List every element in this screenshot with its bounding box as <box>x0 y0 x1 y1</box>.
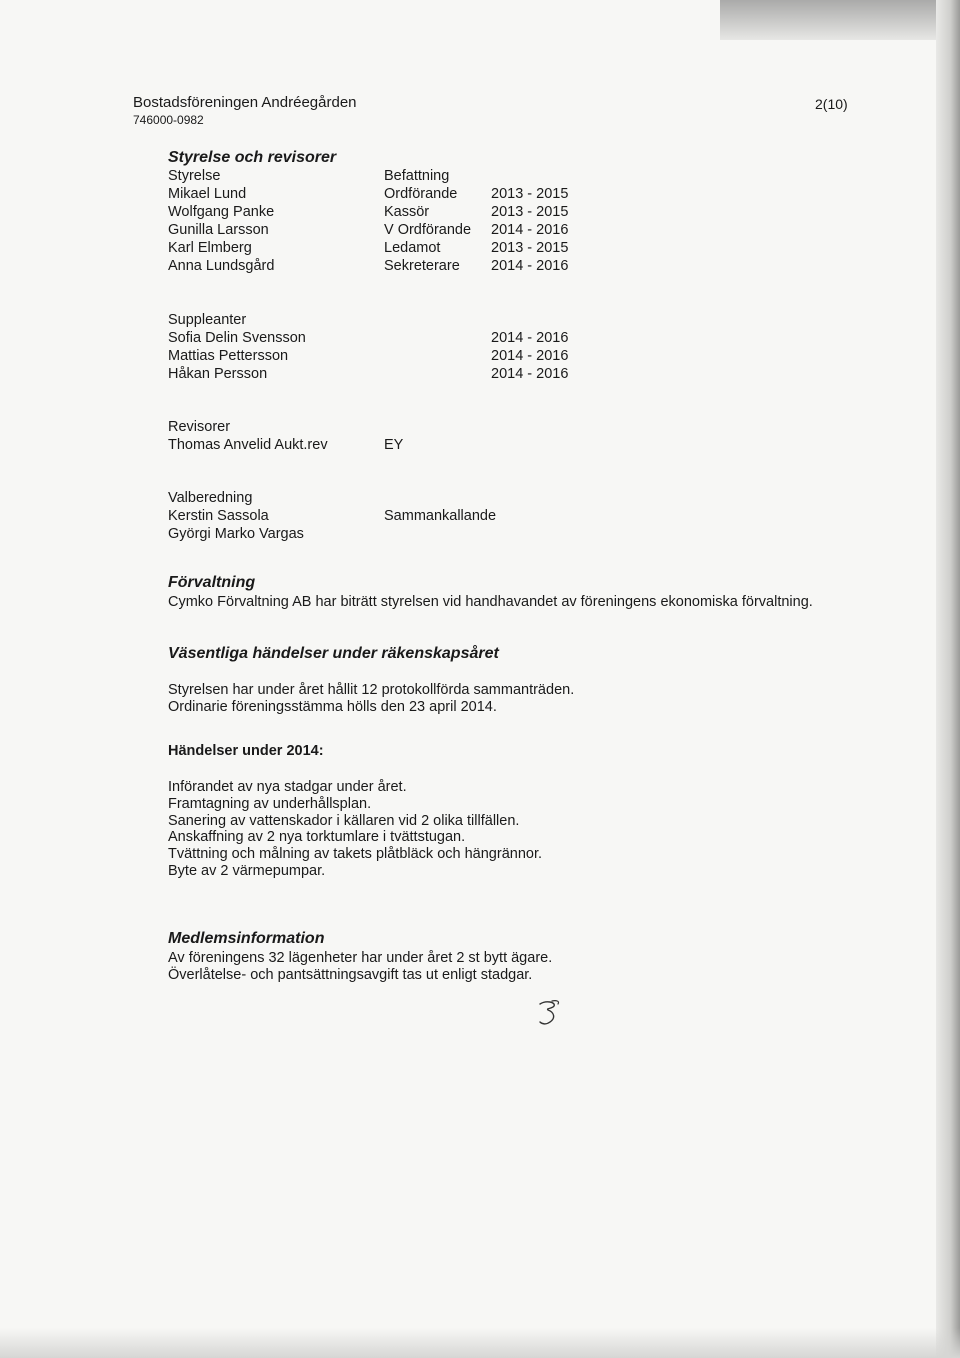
deputy-period: 2014 - 2016 <box>491 366 569 382</box>
board-member-period: 2013 - 2015 <box>491 240 569 256</box>
board-member-role: Sekreterare <box>384 258 460 274</box>
board-member-name: Anna Lundsgård <box>168 258 275 274</box>
events-line: Styrelsen har under året hållit 12 protokollförda sammanträden. <box>168 682 575 698</box>
auditors-label: Revisorer <box>168 419 231 435</box>
membership-heading: Medlemsinformation <box>168 930 325 947</box>
events-line: Ordinarie föreningsstämma hölls den 23 april 2014. <box>168 699 497 715</box>
nomination-committee-label: Valberedning <box>168 490 253 506</box>
page-number: 2(10) <box>815 96 848 112</box>
handwritten-initials <box>534 998 568 1028</box>
event-item: Tvättning och målning av takets plåtbläck och hängrännor. <box>168 846 543 862</box>
event-item: Anskaffning av 2 nya torktumlare i tvättstugan. <box>168 829 466 845</box>
nomination-member-role: Sammankallande <box>384 508 497 524</box>
organization-name: Bostadsföreningen Andréegården <box>133 94 357 111</box>
board-member-period: 2013 - 2015 <box>491 204 569 220</box>
board-member-period: 2014 - 2016 <box>491 258 569 274</box>
scan-shadow-top <box>720 0 960 40</box>
events-heading: Väsentliga händelser under räkenskapsåret <box>168 645 499 662</box>
board-member-name: Karl Elmberg <box>168 240 252 256</box>
management-heading: Förvaltning <box>168 574 256 591</box>
deputy-name: Mattias Pettersson <box>168 348 289 364</box>
event-item: Införandet av nya stadgar under året. <box>168 779 407 795</box>
deputy-name: Sofia Delin Svensson <box>168 330 306 346</box>
nomination-member-name: Györgi Marko Vargas <box>168 526 304 542</box>
board-member-role: Ledamot <box>384 240 441 256</box>
events-subheading: Händelser under 2014: <box>168 743 324 759</box>
deputy-period: 2014 - 2016 <box>491 348 569 364</box>
organization-number: 746000-0982 <box>133 113 204 127</box>
deputy-name: Håkan Persson <box>168 366 268 382</box>
board-member-name: Gunilla Larsson <box>168 222 269 238</box>
board-heading: Styrelse och revisorer <box>168 149 337 166</box>
board-label: Styrelse <box>168 168 221 184</box>
auditor-name: Thomas Anvelid Aukt.rev <box>168 437 328 453</box>
auditor-firm: EY <box>384 437 404 453</box>
board-member-name: Wolfgang Panke <box>168 204 275 220</box>
event-item: Framtagning av underhållsplan. <box>168 796 372 812</box>
event-item: Byte av 2 värmepumpar. <box>168 863 326 879</box>
deputies-label: Suppleanter <box>168 312 247 328</box>
nomination-member-name: Kerstin Sassola <box>168 508 269 524</box>
board-member-period: 2013 - 2015 <box>491 186 569 202</box>
scan-edge-right <box>936 0 960 1358</box>
position-column-label: Befattning <box>384 168 450 184</box>
board-member-name: Mikael Lund <box>168 186 247 202</box>
deputy-period: 2014 - 2016 <box>491 330 569 346</box>
membership-line: Överlåtelse- och pantsättningsavgift tas ut enligt stadgar. <box>168 967 533 983</box>
board-member-role: V Ordförande <box>384 222 472 238</box>
board-member-role: Ordförande <box>384 186 458 202</box>
board-member-role: Kassör <box>384 204 430 220</box>
board-member-period: 2014 - 2016 <box>491 222 569 238</box>
membership-line: Av föreningens 32 lägenheter har under året 2 st bytt ägare. <box>168 950 553 966</box>
event-item: Sanering av vattenskador i källaren vid 2 olika tillfällen. <box>168 813 520 829</box>
scan-edge-bottom <box>0 1328 960 1358</box>
management-text: Cymko Förvaltning AB har biträtt styrelsen vid handhavandet av föreningens ekonomiska förvaltning. <box>168 594 813 610</box>
